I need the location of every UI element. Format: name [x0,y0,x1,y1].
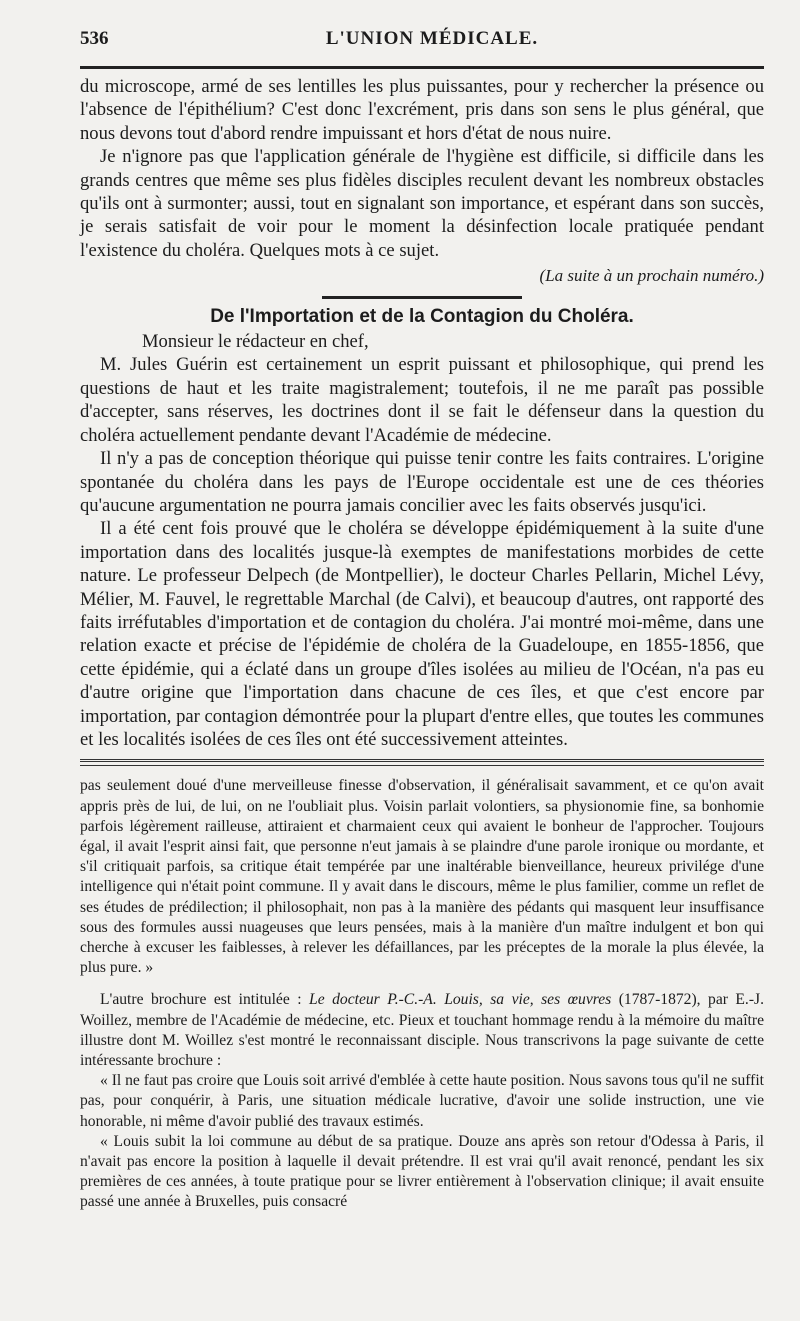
feuilleton-rule [80,759,764,766]
running-head [80,28,764,62]
brochure-rest: (1787-1872), par E.-J. Woillez, membre de l'Académie de médecine, etc. Pieux et touchant hommage rendu à la mémoire du maître illustre dont M. Woillez s'est montré le reconnaissant disciple. Nous transcrivons la page suivante de cette intéressante brochure : [80,991,764,1070]
page-number: 536 [80,28,109,49]
journal-title: L'UNION MÉDICALE. [325,28,539,49]
brochure-title: Le docteur P.-C.-A. Louis, sa vie, ses œuvres [309,991,612,1009]
article-paragraph-1: M. Jules Guérin est certainement un esprit puissant et philosophique, qui prend les questions de haut et les traite magistralement; toutefois, il ne me paraît pas possible d'accepter, sans réserves, les doctrines dont il se fait le défenseur dans la question du choléra actuellement pendante devant l'Académie de médecine. [80,354,764,446]
brochure-lead: L'autre brochure est intitulée : [100,991,310,1009]
feuilleton-column [80,776,764,1212]
article-title: De l'Importation et de la Contagion du Choléra. [210,305,634,327]
feuilleton-paragraph-2 [80,990,764,1071]
article-paragraph-2: Il n'y a pas de conception théorique qui puisse tenir contre les faits contraires. L'origine spontanée du choléra dans les pays de l'Europe occidentale est une de ces théories qu'aucune argumentation ne pourra jamais concilier avec les faits observés jusqu'ici. [80,448,764,516]
feuilleton-paragraph-3: « Il ne faut pas croire que Louis soit arrivé d'emblée à cette haute position. Nous savons tous qu'il ne suffit pas, pour conquérir, à Paris, une situation médicale lucrative, d'avoir une solide instruction, une vie honorable, ni même d'avoir publié des travaux estimés. [80,1072,765,1130]
main-column [80,75,764,751]
article-salutation: Monsieur le rédacteur en chef, [142,331,369,353]
section-separator [322,296,522,299]
header-rule [80,66,764,69]
continuation-paragraph-1: du microscope, armé de ses lentilles les plus puissantes, pour y rechercher la présence ou l'absence de l'épithélium? C'est donc l'excrément, pris dans son sens le plus général, que nous devons tout d'abord rendre impuissant et hors d'état de nous nuire. [80,76,764,144]
continuation-paragraph-2: Je n'ignore pas que l'application générale de l'hygiène est difficile, si difficile dans les grands centres que même ses plus fidèles disciples reculent devant les nombreux obstacles qu'ils ont à surmonter; aussi, tout en signalant son importance, et espérant dans son succès, je serais satisfait de voir pour le moment la désinfection locale pratiquée pendant l'existence du choléra. Quelques mots à ce sujet. [80,146,764,261]
article-paragraph-3: Il a été cent fois prouvé que le choléra se développe épidémiquement à la suite d'une importation dans des localités jusque-là exemptes de manifestations morbides de cette nature. Le professeur Delpech (de Montpellier), le docteur Charles Pellarin, Michel Lévy, Mélier, M. Fauvel, le regrettable Marchal (de Calvi), et beaucoup d'autres, ont rapporté des faits irréfutables d'importation et de contagion du choléra. J'ai montré moi-même, dans une relation exacte et précise de l'épidémie de choléra de la Guadeloupe, en 1855-1856, que cette épidémie, qui a éclaté dans un groupe d'îles isolées au milieu de l'Océan, n'a pas eu d'autre origine que l'importation dans chacune de ces îles, et que c'est encore par importation, par contagion démontrée pour la plupart d'entre elles, que toutes les communes et les localités isolées de ces îles ont été successivement atteintes. [80,518,764,750]
feuilleton-paragraph-4: « Louis subit la loi commune au début de sa pratique. Douze ans après son retour d'Odessa à Paris, il n'avait pas encore la position à laquelle il devait prétendre. Il est vrai qu'il avait renoncé, pendant les six premières de ces années, à toute pratique pour se livrer entièrement à l'observation clinique; il avait ensuite passé une année à Bruxelles, puis consacré [80,1132,764,1211]
to-be-continued-note: (La suite à un prochain numéro.) [539,266,764,286]
feuilleton-paragraph-1: pas seulement doué d'une merveilleuse finesse d'observation, il généralisait savamment, et ce qu'on avait appris près de lui, de lui, on ne l'oubliait plus. Voisin parlait volontiers, sa physionomie fine, sa bonhomie parfois légèrement railleuse, attiraient et charmaient ceux qui avaient le bonheur de l'approcher. Toujours égal, il avait l'esprit ainsi fait, que personne n'eut jamais à se plaindre d'une parole ironique ou mordante, et s'il critiquait parfois, sa critique était tempérée par une inaltérable bienveillance, heureux privilége d'une intelligence qui n'était point commune. Il y avait dans le discours, même le plus familier, comme un reflet de ses études de prédilection; il philosophait, non pas à la manière des pédants qui masquent leur insuffisance sous des formules aussi nuageuses que leurs pensées, mais à la manière d'un maître indulgent et bon qui cherche à excuser les faiblesses, à relever les défaillances, par les préceptes de la morale la plus élevée, la plus pure. » [80,777,764,977]
